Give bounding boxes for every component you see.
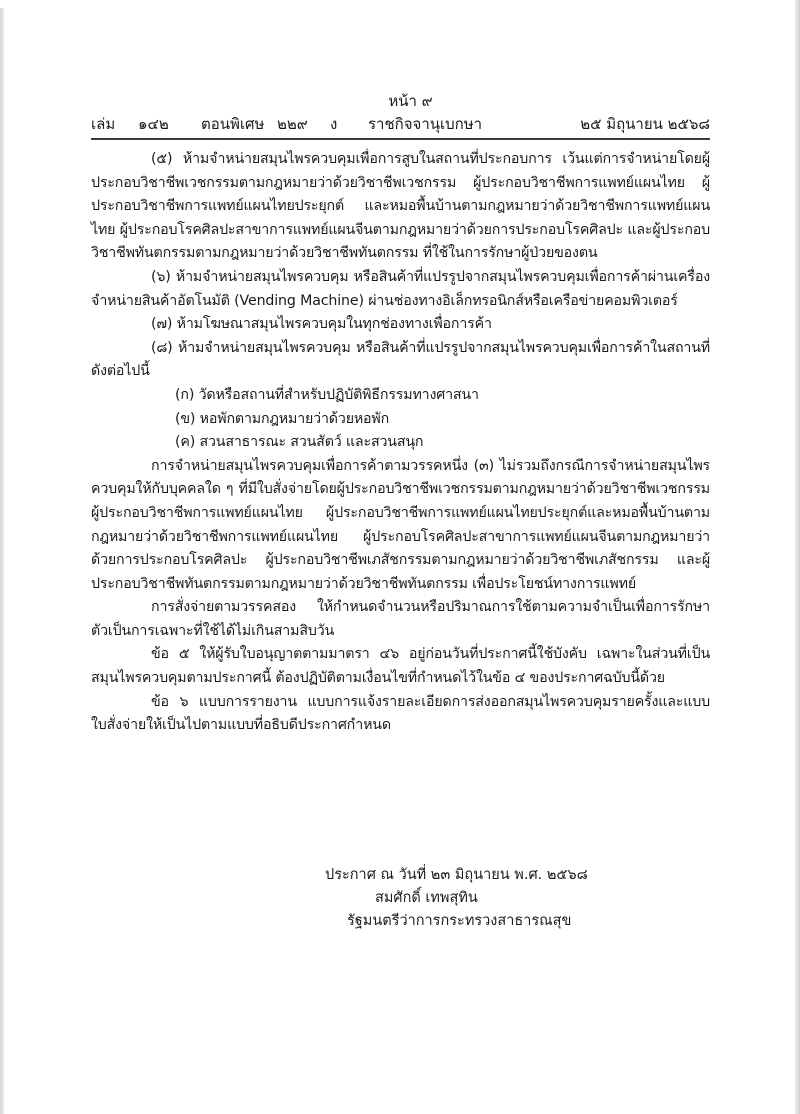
signatory-name: สมศักดิ์ เทพสุทิน xyxy=(375,890,478,906)
clause-8-paragraph: (๘) ห้ามจำหน่ายสมุนไพรควบคุม หรือสินค้าที่แปรรูปจากสมุนไพรควบคุมเพื่อการค้าในสถานที่ ดังต่อไปนี้ xyxy=(91,339,710,380)
clause-6-paragraph: (๖) ห้ามจำหน่ายสมุนไพรควบคุม หรือสินค้าที่แปรรูปจากสมุนไพรควบคุมเพื่อการค้าผ่านเครื่องจำหน่ายสินค้าอัตโนมัติ (Vending Machine) ผ่านช่องทางอิเล็กทรอนิกส์หรือเครือข่ายคอมพิวเตอร์ xyxy=(91,268,710,309)
section-letter: ง xyxy=(330,115,338,133)
announcement-date: ประกาศ ณ วันที่ ๒๓ มิถุนายน พ.ศ. ๒๕๖๘ xyxy=(325,867,588,883)
publication-date: ๒๕ มิถุนายน ๒๕๖๘ xyxy=(580,115,710,133)
exemption-paragraph: การจำหน่ายสมุนไพรควบคุมเพื่อการค้าตามวรรคหนึ่ง (๓) ไม่รวมถึงกรณีการจำหน่ายสมุนไพรควบคุมให้กับบุคคลใด ๆ ที่มีใบสั่งจ่ายโดยผู้ประกอบวิชาชีพเวชกรรมตามกฎหมายว่าด้วยวิชาชีพเวชกรรม ผู้ประกอบวิชาชีพการแพทย์แผนไทย ผู้ประกอบวิชาชีพการแพทย์แผนไทยประยุกต์และหมอพื้นบ้านตามกฎหมายว่าด้วยวิชาชีพการแพทย์แผนไทย ผู้ประกอบโรคศิลปะสาขาการแพทย์แผนจีนตามกฎหมายว่าด้วยการประกอบโรคศิลปะ ผู้ประกอบวิชาชีพเภสัชกรรมตามกฎหมายว่าด้วยวิชาชีพเภสัชกรรม และผู้ประกอบวิชาชีพทันตกรรมตามกฎหมายว่าด้วยวิชาชีพทันตกรรม เพื่อประโยชน์ทางการแพทย์ xyxy=(91,457,710,592)
sub-item-ko: (ก) วัดหรือสถานที่สำหรับปฏิบัติพิธีกรรมทางศาสนา xyxy=(175,386,479,403)
gazette-page xyxy=(91,90,710,929)
document-body xyxy=(91,148,710,738)
right-page-edge-shadow xyxy=(795,0,800,1114)
sub-item-kho-khwai: (ค) สวนสาธารณะ สวนสัตว์ และสวนสนุก xyxy=(175,434,424,451)
issue-number: ๒๒๙ xyxy=(277,115,308,133)
prescription-limit-paragraph: การสั่งจ่ายตามวรรคสอง ให้กำหนดจำนวนหรือปริมาณการใช้ตามความจำเป็นเพื่อการรักษาตัวเป็นการเฉพาะที่ใช้ได้ไม่เกินสามสิบวัน xyxy=(91,599,710,639)
article-5-paragraph: ข้อ ๕ ให้ผู้รับใบอนุญาตตามมาตรา ๔๖ อยู่ก่อนวันที่ประกาศนี้ใช้บังคับ เฉพาะในส่วนที่เป็นสมุนไพรควบคุมตามประกาศนี้ ต้องปฏิบัติตามเงื่อนไขที่กำหนดไว้ในข้อ ๔ ของประกาศฉบับนี้ด้วย xyxy=(91,646,710,687)
clause-5-paragraph: (๕) ห้ามจำหน่ายสมุนไพรควบคุมเพื่อการสูบในสถานที่ประกอบการ เว้นแต่การจำหน่ายโดยผู้ประกอบวิชาชีพเวชกรรมตามกฎหมายว่าด้วยวิชาชีพเวชกรรม ผู้ประกอบวิชาชีพการแพทย์แผนไทย ผู้ประกอบวิชาชีพการแพทย์แผนไทยประยุกต์ และหมอพื้นบ้านตามกฎหมายว่าด้วยวิชาชีพการแพทย์แผนไทย ผู้ประกอบโรคศิลปะสาขาการแพทย์แผนจีนตามกฎหมายว่าด้วยการประกอบโรคศิลปะ และผู้ประกอบวิชาชีพทันตกรรมตามกฎหมายว่าด้วยวิชาชีพทันตกรรม ที่ใช้ในการรักษาผู้ป่วยของตน xyxy=(91,151,710,262)
clause-7-paragraph: (๗) ห้ามโฆษณาสมุนไพรควบคุมในทุกช่องทางเพื่อการค้า xyxy=(151,316,492,333)
volume-label: เล่ม xyxy=(91,115,116,133)
sub-item-kho: (ข) หอพักตามกฎหมายว่าด้วยหอพัก xyxy=(175,410,390,427)
gazette-header xyxy=(91,112,710,140)
signature-block xyxy=(91,864,710,933)
special-issue-label: ตอนพิเศษ xyxy=(201,115,265,133)
volume-number: ๑๔๒ xyxy=(138,115,169,133)
gazette-name: ราชกิจจานุเบกษา xyxy=(368,115,483,133)
signatory-title: รัฐมนตรีว่าการกระทรวงสาธารณสุข xyxy=(347,913,572,929)
left-page-edge-shadow xyxy=(0,8,4,1114)
page-number: หน้า ๙ xyxy=(388,92,433,110)
article-6-paragraph: ข้อ ๖ แบบการรายงาน แบบการแจ้งรายละเอียดการส่งออกสมุนไพรควบคุมรายครั้งและแบบใบสั่งจ่ายให้เป็นไปตามแบบที่อธิบดีประกาศกำหนด xyxy=(91,693,710,734)
